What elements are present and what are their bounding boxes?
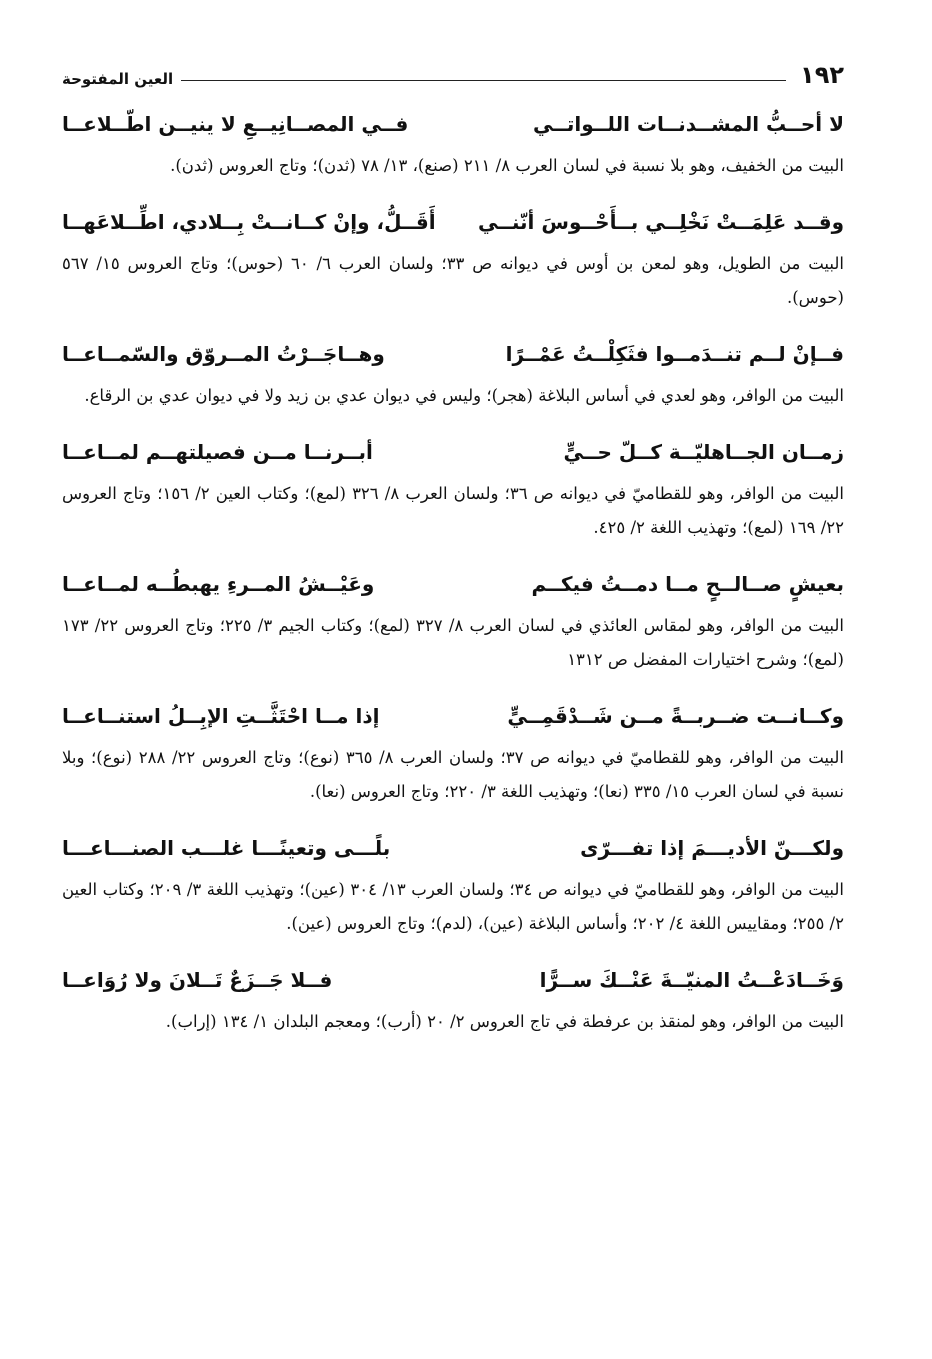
header-rule [181, 80, 786, 81]
verse-line [62, 701, 844, 731]
verse-source-note: البيت من الوافر، وهو للقطاميّ في ديوانه ص ٣٧؛ ولسان العرب ٨/ ٣٦٥ (نوع)؛ وتاج العروس ٢٢/ ٢٨٨ (نوع)؛ وبلا نسبة في لسان العرب ١٥/ ٣٣٥ (نعا)؛ وتهذيب اللغة ٣/ ٢٢٠؛ وتاج العروس (نعا). [62, 748, 844, 801]
page-header [62, 55, 844, 87]
verse-first-hemistich: فــإنْ لــم تنــدَمــوا فثَكِلْــتُ عَمْــرًا [505, 342, 844, 366]
verse-second-hemistich: وعَيْــشُ المــرءِ يهبطُــه لمــاعــا [62, 572, 375, 596]
verse-line [62, 109, 844, 139]
verse-first-hemistich: وكــانــت ضــربــةً مــن شَــدْقَمِــيٍّ [507, 704, 844, 728]
verse-entry-1 [62, 109, 844, 183]
verse-first-hemistich: بعيشٍ صــالــحٍ مــا دمــتُ فيكــم [531, 572, 844, 596]
verse-first-hemistich: ولكـــنّ الأديـــمَ إذا تفـــرّى [580, 836, 844, 860]
verse-source-note: البيت من الوافر، وهو لمنقذ بن عرفطة في تاج العروس ٢/ ٢٠ (أرب)؛ ومعجم البلدان ١/ ١٣٤ (إراب). [165, 1012, 844, 1031]
verse-line [62, 833, 844, 863]
verse-second-hemistich: فــلا جَــزَعٌ تَــلانَ ولا رُوَاعــا [62, 968, 333, 992]
verse-first-hemistich: وَخَــادَعْــتُ المنيّــةَ عَنْــكَ ســرًّا [539, 968, 844, 992]
verse-entry-4 [62, 437, 844, 545]
verse-first-hemistich: لا أحــبُّ المشــدنــات اللــواتــي [532, 112, 844, 136]
verse-entry-3 [62, 339, 844, 413]
verse-first-hemistich: زمــان الجــاهليّــة كــلّ حــيٍّ [563, 440, 844, 464]
verse-source-note: البيت من الوافر، وهو للقطاميّ في ديوانه ص ٣٤؛ ولسان العرب ١٣/ ٣٠٤ (عين)؛ وتهذيب اللغة ٣/ ٢٠٩؛ وكتاب العين ٢/ ٢٥٥؛ ومقاييس اللغة ٤/ ٢٠٢؛ وأساس البلاغة (عين)، (لدم)؛ وتاج العروس (عين). [62, 880, 844, 933]
verse-second-hemistich: أبــرنــا مــن فصيلتهــم لمــاعــا [62, 440, 373, 464]
verse-entry-5 [62, 569, 844, 677]
book-page [62, 55, 844, 1063]
verse-second-hemistich: وهــاجَــرْتُ المــروّق والسّمــاعــا [62, 342, 385, 366]
verse-line [62, 207, 844, 237]
verse-source-note: البيت من الطويل، وهو لمعن بن أوس في ديوانه ص ٣٣؛ ولسان العرب ٦/ ٦٠ (حوس)؛ وتاج العروس ١٥/ ٥٦٧ (حوس). [62, 254, 844, 307]
verse-second-hemistich: فــي المصــانِيــعِ لا ينيــن اطّــلاعــا [62, 112, 409, 136]
running-title: العين المفتوحة [62, 70, 174, 88]
verse-line [62, 965, 844, 995]
page-number: ١٩٢ [800, 61, 844, 89]
verse-source-note: البيت من الخفيف، وهو بلا نسبة في لسان العرب ٨/ ٢١١ (صنع)، ١٣/ ٧٨ (ثدن)؛ وتاج العروس (ثدن). [170, 156, 844, 175]
verse-line [62, 569, 844, 599]
verse-second-hemistich: بلًـــى وتعينًـــا غلـــب الصنـــاعـــا [62, 836, 391, 860]
verse-second-hemistich: إذا مــا احْتَثَّــتِ الإبِــلُ استنــاعــا [62, 704, 380, 728]
verse-entry-7 [62, 833, 844, 941]
verse-line [62, 339, 844, 369]
verse-source-note: البيت من الوافر، وهو لمقاس العائذي في لسان العرب ٨/ ٣٢٧ (لمع)؛ وكتاب الجيم ٣/ ٢٢٥؛ وتاج العروس ٢٢/ ١٧٣ (لمع)؛ وشرح اختيارات المفضل ص ١٣١٢ [62, 616, 844, 669]
verse-entry-8 [62, 965, 844, 1039]
verse-source-note: البيت من الوافر، وهو للقطاميّ في ديوانه ص ٣٦؛ ولسان العرب ٨/ ٣٢٦ (لمع)؛ وكتاب العين ٢/ ١٥٦؛ وتاج العروس ٢٢/ ١٦٩ (لمع)؛ وتهذيب اللغة ٢/ ٤٢٥. [62, 484, 844, 537]
verse-first-hemistich: وقــد عَلِمَــتْ نَخْلِــي بــأَحْــوسَ أنّنــي [477, 210, 844, 234]
verse-entry-6 [62, 701, 844, 809]
verse-second-hemistich: أَقَــلُّ، وإنْ كــانــتْ بِــلادي، اطِّــلاعَهــا [62, 210, 436, 234]
verse-source-note: البيت من الوافر، وهو لعدي في أساس البلاغة (هجر)؛ وليس في ديوان عدي بن زيد ولا في ديوان عدي بن الرقاع. [84, 386, 844, 405]
verse-entry-2 [62, 207, 844, 315]
verse-line [62, 437, 844, 467]
